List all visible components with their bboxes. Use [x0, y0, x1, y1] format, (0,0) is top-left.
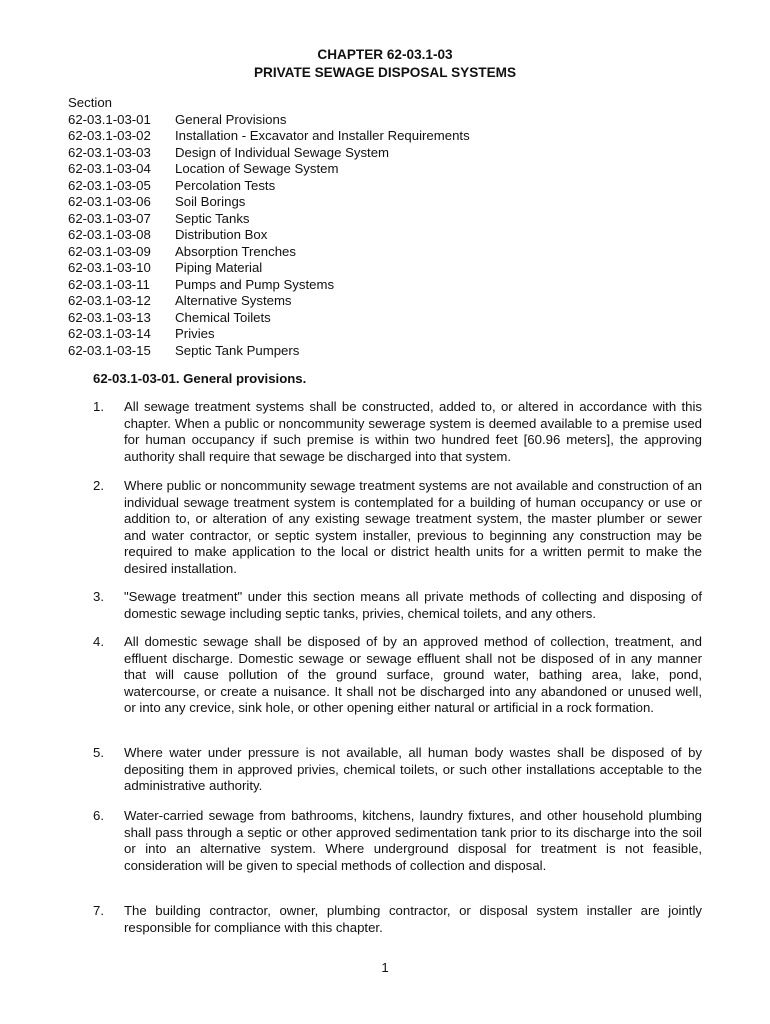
- toc-entry: [68, 277, 728, 294]
- toc-section-title: Chemical Toilets: [175, 309, 271, 325]
- paragraph: [93, 399, 702, 465]
- toc-section-title: General Provisions: [175, 111, 287, 127]
- toc-section-title: Distribution Box: [175, 227, 268, 242]
- toc-section-title: Pumps and Pump Systems: [175, 276, 335, 292]
- chapter-number: CHAPTER 62-03.1-03: [317, 47, 453, 62]
- toc-section-title: Septic Tank Pumpers: [175, 342, 300, 358]
- toc-entry: [68, 244, 728, 261]
- toc-section-number: 62-03.1-03-03: [68, 144, 151, 160]
- paragraph-number: 2.: [93, 478, 104, 493]
- toc-entry: [68, 112, 728, 129]
- toc-section-number: 62-03.1-03-01: [68, 111, 151, 127]
- toc-entry: [68, 194, 728, 211]
- toc-section-number: 62-03.1-03-07: [68, 210, 151, 226]
- toc-entry: [68, 211, 728, 228]
- toc-section-number: 62-03.1-03-05: [68, 177, 151, 193]
- toc-entry: [68, 293, 728, 310]
- paragraph-number: 7.: [93, 903, 104, 918]
- paragraph: [93, 745, 702, 795]
- toc-entry: [68, 178, 728, 195]
- section-table-of-contents: [68, 95, 728, 359]
- paragraph-text: The building contractor, owner, plumbing contractor, or disposal system installer are jointly responsible for compliance with this chapter.: [124, 903, 702, 935]
- paragraph: [93, 808, 702, 874]
- toc-section-number: 62-03.1-03-13: [68, 309, 151, 325]
- toc-entry: [68, 326, 728, 343]
- paragraph: [93, 589, 702, 622]
- paragraph: [93, 478, 702, 577]
- toc-section-title: Septic Tanks: [175, 210, 250, 226]
- toc-section-title: Percolation Tests: [175, 177, 276, 193]
- chapter-title: PRIVATE SEWAGE DISPOSAL SYSTEMS: [253, 65, 517, 80]
- toc-section-number: 62-03.1-03-06: [68, 194, 151, 209]
- toc-section-number: 62-03.1-03-02: [68, 128, 151, 143]
- toc-section-number: 62-03.1-03-10: [68, 260, 151, 275]
- section-heading: 62-03.1-03-01. General provisions.: [93, 371, 307, 386]
- toc-section-title: Privies: [175, 326, 215, 341]
- paragraph: [93, 634, 702, 717]
- paragraph-number: 5.: [93, 745, 104, 760]
- toc-section-title: Design of Individual Sewage System: [175, 144, 390, 160]
- paragraph-number: 4.: [93, 634, 104, 649]
- toc-section-number: 62-03.1-03-14: [68, 326, 151, 341]
- paragraph-text: All domestic sewage shall be disposed of by an approved method of collection, treatment, and effluent discharge. Domestic sewage or sewage effluent shall not be disposed of in any manner that will cause pollution of the ground surface, ground water, bathing area, lake, pond, watercourse, or create a nuisance. It shall not be discharged into any abandoned or unused well, or into any crevice, sink hole, or other opening either natural or artificial in a rock formation.: [124, 634, 702, 715]
- paragraph-text: "Sewage treatment" under this section means all private methods of collecting and disposing of domestic sewage including septic tanks, privies, chemical toilets, and any others.: [124, 589, 702, 621]
- toc-section-title: Soil Borings: [175, 194, 246, 209]
- toc-section-number: 62-03.1-03-04: [68, 161, 151, 176]
- toc-section-number: 62-03.1-03-11: [68, 276, 150, 292]
- toc-section-title: Location of Sewage System: [175, 161, 339, 176]
- paragraph-text: Water-carried sewage from bathrooms, kitchens, laundry fixtures, and other household plumbing shall pass through a septic or other approved sedimentation tank prior to its discharge into the soil or into an alternative system. Where underground disposal for treatment is not feasible, consideration will be given to special methods of collection and disposal.: [124, 808, 702, 873]
- toc-entry: [68, 161, 728, 178]
- toc-section-title: Piping Material: [175, 260, 263, 275]
- paragraph-number: 6.: [93, 808, 104, 823]
- toc-entry: [68, 145, 728, 162]
- toc-section-number: 62-03.1-03-15: [68, 342, 151, 358]
- toc-entry: [68, 343, 728, 360]
- toc-entry: [68, 128, 728, 145]
- toc-entry: [68, 227, 728, 244]
- page-number: 1: [381, 960, 389, 975]
- toc-section-number: 62-03.1-03-12: [68, 293, 151, 308]
- paragraph-text: Where public or noncommunity sewage treatment systems are not available and construction of an individual sewage treatment system is contemplated for a building of human occupancy or use or addition to, or alteration of any existing sewage treatment system, the master plumber or sewer and water contractor, or septic system installer, previous to beginning any construction may be required to make application to the local or district health units for a written permit to make the desired installation.: [124, 478, 702, 576]
- paragraph-number: 3.: [93, 589, 104, 604]
- paragraph: [93, 903, 702, 936]
- toc-section-number: 62-03.1-03-08: [68, 227, 151, 242]
- toc-entry: [68, 310, 728, 327]
- paragraph-text: All sewage treatment systems shall be constructed, added to, or altered in accordance with this chapter. When a public or noncommunity sewerage system is deemed available to a premise used for human occupancy if such premise is within two hundred feet [60.96 meters], the approving authority shall require that sewage be discharged into that system.: [124, 399, 702, 464]
- toc-section-title: Alternative Systems: [175, 293, 292, 308]
- toc-entry: [68, 260, 728, 277]
- toc-label: Section: [68, 95, 112, 110]
- toc-section-title: Absorption Trenches: [175, 243, 296, 259]
- paragraph-number: 1.: [93, 399, 104, 414]
- paragraph-text: Where water under pressure is not available, all human body wastes shall be disposed of by depositing them in approved privies, chemical toilets, or such other installations acceptable to the administrative authority.: [124, 745, 702, 793]
- toc-section-number: 62-03.1-03-09: [68, 243, 151, 259]
- toc-section-title: Installation - Excavator and Installer Requirements: [175, 128, 470, 143]
